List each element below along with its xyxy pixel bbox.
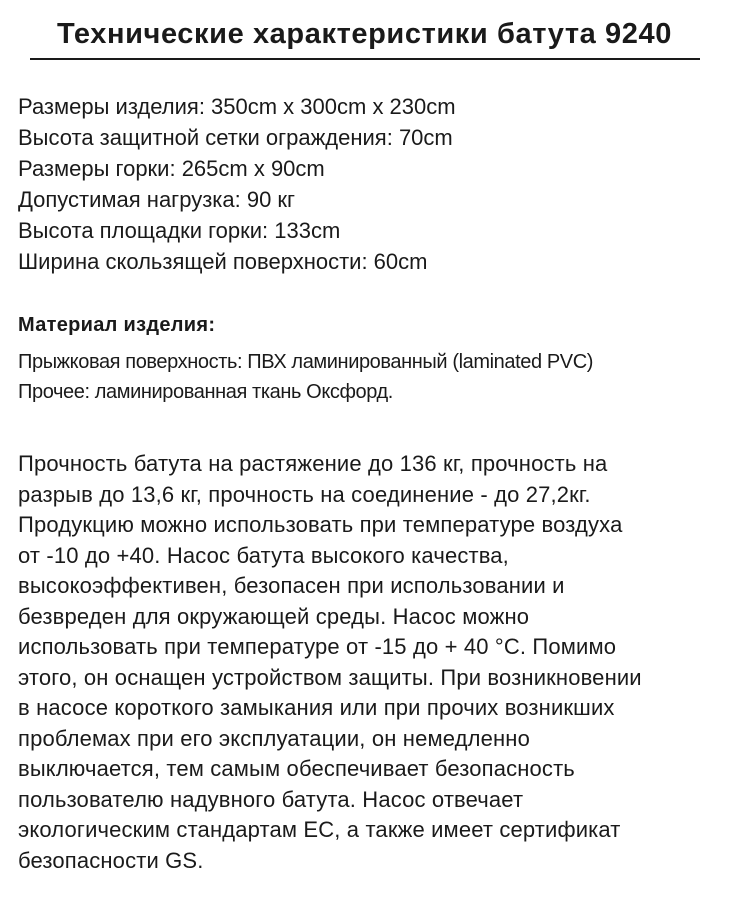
description-line: в насосе короткого замыкания или при прочих возникших [18, 695, 615, 720]
description-line: Прочность батута на растяжение до 136 кг, прочность на [18, 451, 608, 476]
spec-slide-surface-width: Ширина скользящей поверхности: 60cm [18, 249, 428, 274]
description-line: Продукцию можно использовать при температуре воздуха [18, 512, 623, 537]
title-underline [30, 58, 700, 60]
description-line: высокоэффективен, безопасен при использовании и [18, 573, 565, 598]
description-line: этого, он оснащен устройством защиты. При возникновении [18, 664, 642, 690]
description-line: разрыв до 13,6 кг, прочность на соединение - до 27,2кг. [18, 481, 591, 507]
description-line: безвреден для окружающей среды. Насос можно [18, 603, 530, 629]
spec-max-load: Допустимая нагрузка: 90 кг [18, 187, 296, 212]
description-line: использовать при температуре от -15 до + 40 °С. Помимо [18, 634, 617, 659]
description-line: проблемах при его эксплуатации, он немедленно [18, 725, 530, 751]
spec-slide-platform-height: Высота площадки горки: 133cm [18, 218, 341, 243]
specs-list [18, 91, 456, 277]
material-jump-surface: Прыжковая поверхность: ПВХ ламинированный (laminated PVC) [18, 351, 594, 373]
spec-product-size: Размеры изделия: 350cm x 300cm x 230cm [18, 94, 456, 119]
spec-slide-size: Размеры горки: 265cm x 90cm [18, 156, 325, 181]
description-line: выключается, тем самым обеспечивает безопасность [18, 756, 575, 781]
description-line: от -10 до +40. Насос батута высокого качества, [18, 542, 509, 568]
description-line: безопасности GS. [18, 847, 204, 873]
description-paragraph [18, 449, 642, 876]
material-heading: Материал изделия: [18, 314, 216, 336]
description-line: пользователю надувного батута. Насос отвечает [18, 786, 524, 812]
spec-net-height: Высота защитной сетки ограждения: 70cm [18, 125, 453, 150]
description-line: экологическим стандартам ЕС, а также имеет сертификат [18, 817, 621, 842]
page-title: Технические характеристики батута 9240 [57, 18, 672, 50]
material-other: Прочее: ламинированная ткань Оксфорд. [18, 381, 393, 403]
materials-list [18, 347, 593, 407]
